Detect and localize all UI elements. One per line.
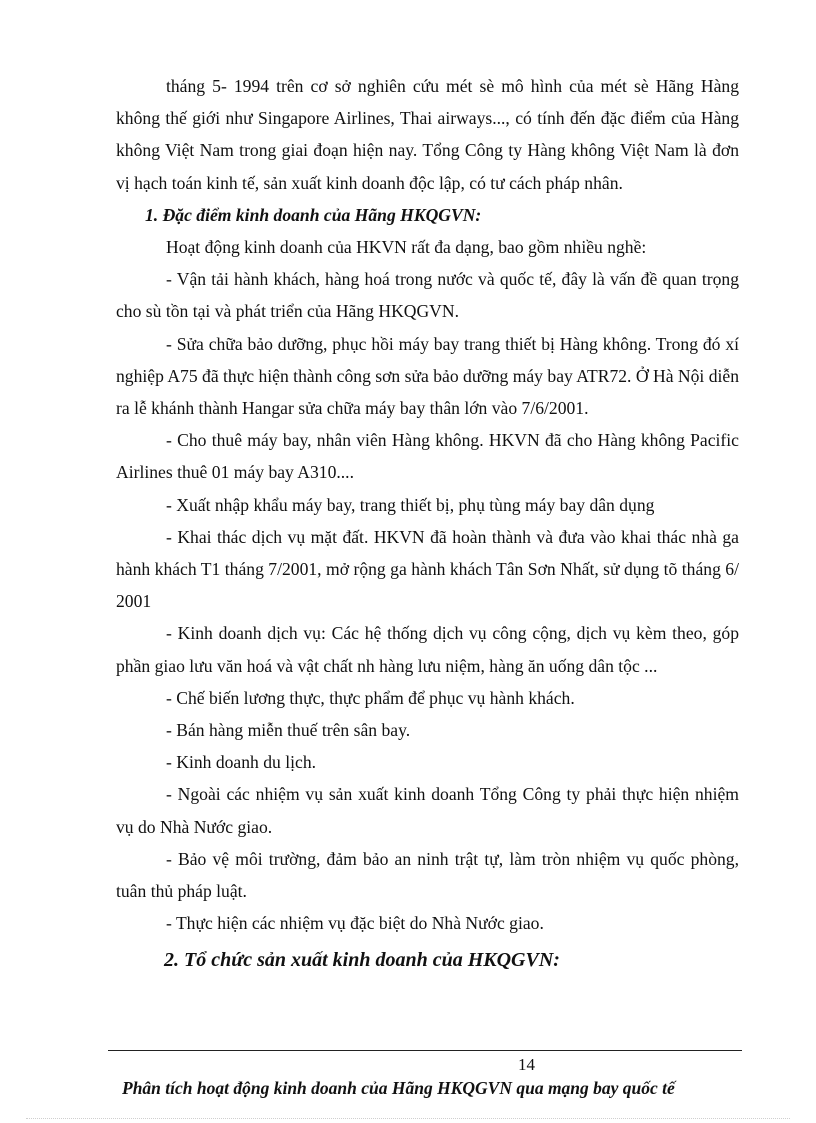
body-text xyxy=(116,70,739,977)
bullet-tourism: - Kinh doanh du lịch. xyxy=(166,752,317,773)
bullet-import-export: - Xuất nhập khẩu máy bay, trang thiết bị, phụ tùng máy bay dân dụng xyxy=(166,494,655,515)
bullet-ground-services: - Khai thác dịch vụ mặt đất. HKVN đã hoàn thành và đưa vào khai thác nhà ga hành khách T1 tháng 7/2001, mở rộng ga hành khách Tân Sơn Nhất, sử dụng tõ tháng 6/ 2001 xyxy=(116,526,739,612)
footer-divider xyxy=(108,1050,742,1051)
bullet-food-processing: - Chế biến lương thực, thực phẩm để phục vụ hành khách. xyxy=(166,687,575,708)
section-heading-2: 2. Tổ chức sản xuất kinh doanh của HKQGVN: xyxy=(164,949,560,972)
intro-paragraph: tháng 5- 1994 trên cơ sở nghiên cứu mét sè mô hình của mét sè Hãng Hàng không thế giới như Singapore Airlines, Thai airways..., có tính đến đặc điểm của Hàng không Việt Nam trong giai đoạn hiện nay. Tổng Công ty Hàng không Việt Nam là đơn vị hạch toán kinh tế, sản xuất kinh doanh độc lập, có tư cách pháp nhân. xyxy=(116,76,739,193)
page-bottom-dotted-line xyxy=(26,1118,790,1119)
bullet-leasing: - Cho thuê máy bay, nhân viên Hàng không. HKVN đã cho Hàng không Pacific Airlines thuê 01 máy bay A310.... xyxy=(116,430,739,483)
bullet-business-services: - Kinh doanh dịch vụ: Các hệ thống dịch vụ công cộng, dịch vụ kèm theo, góp phần giao lưu văn hoá và vật chất nh hàng lưu niệm, hàng ăn uống dân tộc ... xyxy=(116,623,739,676)
bullet-duty-free: - Bán hàng miễn thuế trên sân bay. xyxy=(166,720,411,741)
bullet-special-tasks: - Thực hiện các nhiệm vụ đặc biệt do Nhà Nước giao. xyxy=(166,913,544,934)
page-number: 14 xyxy=(518,1055,535,1074)
section1-intro: Hoạt động kinh doanh của HKVN rất đa dạng, bao gồm nhiều nghề: xyxy=(166,237,647,258)
footer-title: Phân tích hoạt động kinh doanh của Hãng HKQGVN qua mạng bay quốc tế xyxy=(122,1078,675,1098)
bullet-passenger-transport: - Vận tải hành khách, hàng hoá trong nước và quốc tế, đây là vấn đề quan trọng cho sù tồn tại và phát triển của Hãng HKQGVN. xyxy=(116,269,739,322)
bullet-maintenance: - Sửa chữa bảo dưỡng, phục hồi máy bay trang thiết bị Hàng không. Trong đó xí nghiệp A75 đã thực hiện thành công sơn sửa bảo dưỡng máy bay ATR72. Ở Hà Nội diễn ra lễ khánh thành Hangar sửa chữa máy bay thân lớn vào 7/6/2001. xyxy=(116,333,739,419)
bullet-environment: - Bảo vệ môi trường, đảm bảo an ninh trật tự, làm tròn nhiệm vụ quốc phòng, tuân thủ pháp luật. xyxy=(116,848,739,902)
section-heading-1: 1. Đặc điểm kinh doanh của Hãng HKQGVN: xyxy=(145,204,482,225)
bullet-state-tasks: - Ngoài các nhiệm vụ sản xuất kinh doanh Tổng Công ty phải thực hiện nhiệm vụ do Nhà Nước giao. xyxy=(116,784,739,837)
